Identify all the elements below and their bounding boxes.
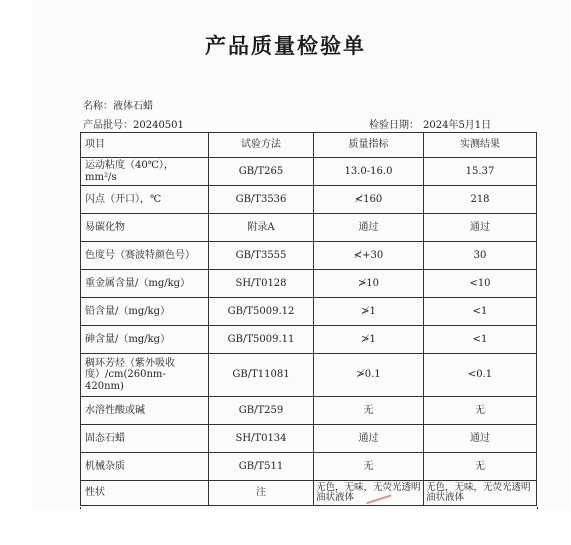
product-name-value: 液体石蜡 (113, 101, 153, 112)
cell-spec: 通过 (314, 214, 424, 242)
cell-item: 固态石蜡 (81, 425, 209, 453)
cell-item: 重金属含量/（mg/kg） (81, 270, 209, 298)
table-row (81, 354, 537, 397)
cell-spec: ≮+30 (314, 242, 424, 270)
table-row (81, 270, 537, 298)
cell-spec: 13.0-16.0 (314, 158, 424, 186)
cell-item: 色度号（赛波特颜色号） (81, 242, 209, 270)
cell-result: 通过 (424, 425, 537, 453)
cell-item: 铅含量/（mg/kg） (81, 298, 209, 326)
table-row (81, 481, 537, 506)
table-row (81, 186, 537, 214)
cell-method: GB/T3536 (209, 186, 314, 214)
cell-item: 砷含量/（mg/kg） (81, 326, 209, 354)
cell-method: GB/T511 (209, 453, 314, 481)
page-bottom-margin (0, 509, 571, 545)
cell-spec: 无 (314, 453, 424, 481)
product-name (83, 97, 153, 112)
table-row (81, 453, 537, 481)
batch-number-value: 20240501 (133, 120, 184, 131)
cell-spec: ≮160 (314, 186, 424, 214)
cell-result: <10 (424, 270, 537, 298)
header-result: 实测结果 (424, 133, 537, 158)
quality-table (80, 132, 537, 506)
cell-method: GB/T5009.12 (209, 298, 314, 326)
table-row (81, 214, 537, 242)
cell-method: 附录A (209, 214, 314, 242)
cell-method: SH/T0128 (209, 270, 314, 298)
header-spec: 质量指标 (314, 133, 424, 158)
cell-result: <0.1 (424, 354, 537, 397)
cell-spec: ≯1 (314, 326, 424, 354)
cell-result: 无 (424, 397, 537, 425)
cell-item: 稠环芳烃（紫外吸收度）/cm(260nm-420nm) (81, 354, 209, 397)
product-name-label: 名称： (83, 101, 113, 112)
inspection-date-value: 2024年5月1日 (423, 120, 492, 131)
cell-result: 30 (424, 242, 537, 270)
header-method: 试验方法 (209, 133, 314, 158)
cell-spec: 无 (314, 397, 424, 425)
table-row (81, 397, 537, 425)
cell-item: 易碳化物 (81, 214, 209, 242)
cell-method: GB/T259 (209, 397, 314, 425)
cell-spec: 无色，无味，无荧光透明油状液体 (314, 481, 424, 506)
cell-result: 218 (424, 186, 537, 214)
cell-method: SH/T0134 (209, 425, 314, 453)
table-row (81, 298, 537, 326)
cell-item: 水溶性酸或碱 (81, 397, 209, 425)
cell-result: 15.37 (424, 158, 537, 186)
batch-number-label: 产品批号： (83, 120, 133, 131)
table-row (81, 158, 537, 186)
cell-spec: ≯1 (314, 298, 424, 326)
cell-result: 无色，无味，无荧光透明油状液体 (424, 481, 537, 506)
inspection-date (369, 116, 491, 131)
cell-item: 运动粘度（40℃），mm²/s (81, 158, 209, 186)
cell-method: GB/T265 (209, 158, 314, 186)
cell-method: 注 (209, 481, 314, 506)
cell-result: 无 (424, 453, 537, 481)
cell-method: GB/T5009.11 (209, 326, 314, 354)
table-header-row (81, 133, 537, 158)
cell-result: 通过 (424, 214, 537, 242)
cell-result: <1 (424, 298, 537, 326)
cell-result: <1 (424, 326, 537, 354)
cell-item: 闪点（开口），℃ (81, 186, 209, 214)
cell-method: GB/T11081 (209, 354, 314, 397)
cell-item: 机械杂质 (81, 453, 209, 481)
table-row (81, 242, 537, 270)
header-item: 项目 (81, 133, 209, 158)
batch-number (83, 116, 184, 131)
document-title: 产品质量检验单 (205, 33, 366, 58)
cell-spec: ≯0.1 (314, 354, 424, 397)
inspection-date-label: 检验日期： (369, 120, 419, 131)
cell-spec: ≯10 (314, 270, 424, 298)
table-row (81, 425, 537, 453)
table-row (81, 326, 537, 354)
cell-spec: 通过 (314, 425, 424, 453)
cell-method: GB/T3555 (209, 242, 314, 270)
cell-item: 性状 (81, 481, 209, 506)
